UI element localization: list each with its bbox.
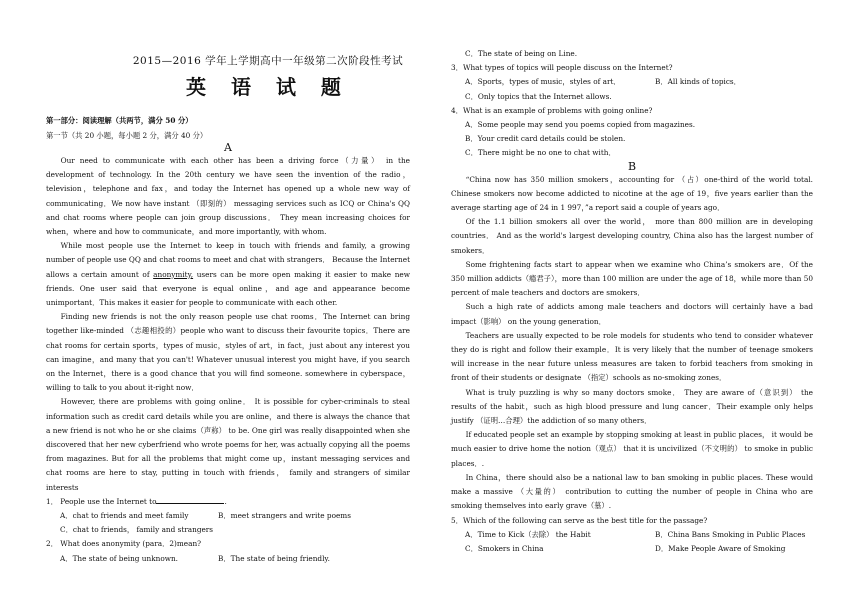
option-4b: B．Your credit card details could be stolen. bbox=[465, 134, 626, 144]
option-1a: A．chat to friends and meet family bbox=[60, 511, 189, 521]
passage-b-paragraph-1: “China now has 350 million smokers，accounting for （占）one-third of the world total. Chinese smokers now become addicted to nicotine at the age of 19，five years earlier than the average starting age of 24 in 1 997，”a report said a couple of years ago． bbox=[451, 174, 813, 213]
option-3b: B．All kinds of topics． bbox=[655, 77, 741, 87]
passage-b-paragraph-2: Of the 1.1 billion smokers all over the world， more than 800 million are in developing countries． And as the world's largest developing country, China also has the largest number of smokers． bbox=[451, 217, 813, 255]
passage-b-letter: B bbox=[627, 159, 637, 173]
part-heading: 第一部分：阅读理解（共两节，满分 50 分） bbox=[46, 116, 193, 125]
option-3a: A．Sports，types of music，styles of art． bbox=[465, 77, 621, 87]
option-2a: A．The state of being unknown. bbox=[60, 553, 178, 563]
right-body bbox=[451, 47, 813, 556]
question-2-options-ab bbox=[46, 552, 410, 566]
question-2-stem: 2． What does anonymity (para．2)mean? bbox=[46, 539, 202, 549]
passage-b-paragraph-6: What is truly puzzling is why so many doctors smoke． They are aware of（意识到） the results of the habit，such as high blood pressure and lung cancer．Their example only helps justify （证明…合理）the addiction of so many others． bbox=[451, 387, 813, 426]
option-4a: A．Some people may send you poems copied from magazines. bbox=[465, 120, 696, 130]
left-column bbox=[46, 0, 410, 607]
option-2b: B．The state of being friendly. bbox=[218, 553, 330, 563]
passage-b-paragraph-7: If educated people set an example by stopping smoking at least in public places， it would be much easier to drive home the notion（观点） that it is uncivilized（不文明的） to smoke in public places．. bbox=[451, 430, 813, 468]
subject-title: 英 语 试 题 bbox=[186, 75, 350, 99]
option-5d: D．Make People Aware of Smoking bbox=[655, 543, 786, 553]
passage-b-paragraph-4: Such a high rate of addicts among male teachers and doctors will certainly have a bad impact（影响） on the young generation． bbox=[451, 302, 813, 326]
right-column bbox=[451, 0, 813, 607]
passage-a-paragraph-1: Our need to communicate with each other has been a driving force（力量） in the development of technology. In the 20th century we have seen the invention of the radio，television，telephone and fax，and today the Internet has opened up a whole new way of communicating．We now have instant （即刻的） messaging services such as ICQ or China's QQ and chat rooms where people can join group discussions． They mean increasing choices for when，where and how to communicate，and more importantly, with whom. bbox=[46, 156, 410, 237]
question-5-options-ab bbox=[451, 528, 813, 542]
p2-text-before: While most people use the Internet to keep in touch with friends and family, a growing number of people use QQ and chat rooms to meet and chat with strangers． Because the Internet allows a certain amount of bbox=[46, 241, 410, 279]
question-1-stem: 1． People use the Internet to bbox=[46, 496, 157, 506]
passage-a-paragraph-3: Finding new friends is not the only reason people use chat rooms．The Internet can bring together like-minded （志趣相投的）people who want to discuss their favourite topics．There are chat rooms for certain sports，types of music，styles of art，in fact，just about any interest you can imagine，and many that you can't! Whatever unusual interest you might have, if you search on the Internet，there is a good chance that you will find someone. somewhere in cyberspace，willing to talk to you about it-right now． bbox=[46, 312, 410, 393]
question-3-options-ab bbox=[451, 75, 813, 89]
option-1b: B．meet strangers and write poems bbox=[218, 511, 351, 521]
section-heading: 第一节（共 20 小题，每小题 2 分，满分 40 分） bbox=[46, 131, 208, 140]
passage-a bbox=[46, 142, 410, 566]
passage-a-paragraph-4: However, there are problems with going online． It is possible for cyber-criminals to steal information such as credit card details while you are online，and there is always the chance that a new friend is not who he or she claims（声称） to be. One girl was really disappointed when she discovered that her new cyberfriend who wrote poems for her, was actually copying all the poems from magazines. But for all the problems that might come up，instant messaging services and chat rooms are here to stay, putting in touch with friends， family and strangers of similar interests bbox=[46, 397, 410, 492]
passage-a-letter: A bbox=[224, 141, 232, 154]
answer-blank bbox=[156, 495, 227, 506]
p2-text-after: users can be more open making it easier to make new friends. One user said that everyone is equal online，and age and appearance become unimportant．This makes it easier for people to communicate with each other. bbox=[46, 269, 410, 308]
question-4-stem: 4．What is an example of problems with going online? bbox=[451, 105, 653, 115]
question-1-options-ab bbox=[46, 509, 410, 523]
option-5c: C．Smokers in China bbox=[465, 543, 544, 553]
option-2c: C．The state of being on Line. bbox=[465, 49, 578, 58]
question-5-stem: 5．Which of the following can serve as the best title for the passage? bbox=[451, 515, 708, 525]
question-5-options-cd bbox=[451, 542, 813, 556]
question-3-stem: 3．What types of topics will people discuss on the Internet? bbox=[451, 63, 673, 73]
option-1c: C．chat to friends， family and strangers bbox=[60, 525, 214, 535]
option-3c: C．Only topics that the Internet allows. bbox=[465, 91, 612, 101]
passage-b-paragraph-8: In China，there should also be a national law to ban smoking in public places. These would make a massive （大量的） contribution to cutting the number of people in China who are smoking themselves into early grave（墓）. bbox=[451, 472, 813, 511]
underlined-word-anonymity: anonymity, bbox=[153, 269, 194, 279]
passage-b-paragraph-3: Some frightening facts start to appear when we examine who China’s smokers are．Of the 350 million addicts（瘾君子），more than 100 million are under the age of 18，while more than 50 percent of male teachers and doctors are smokers． bbox=[451, 259, 813, 298]
option-5a: A．Time to Kick（去除） the Habit bbox=[465, 529, 591, 539]
exam-title: 2015—2016 学年上学期高中一年级第二次阶段性考试 bbox=[132, 55, 404, 67]
question-1 bbox=[46, 495, 410, 509]
question-1-end: . bbox=[224, 496, 227, 506]
option-5b: B．China Bans Smoking in Public Places bbox=[655, 529, 806, 539]
passage-b-paragraph-5: Teachers are usually expected to be role models for students who tend to consider whatever they do is right and follow their example．It is very likely that the number of teenage smokers will increase in the near future unless measures are taken to forbid teachers from smoking in front of their students or designate （指定）schools as no-smoking zones． bbox=[451, 330, 813, 383]
option-4c: C．There might be no one to chat with． bbox=[465, 148, 616, 158]
passage-a-paragraph-2 bbox=[46, 239, 410, 310]
